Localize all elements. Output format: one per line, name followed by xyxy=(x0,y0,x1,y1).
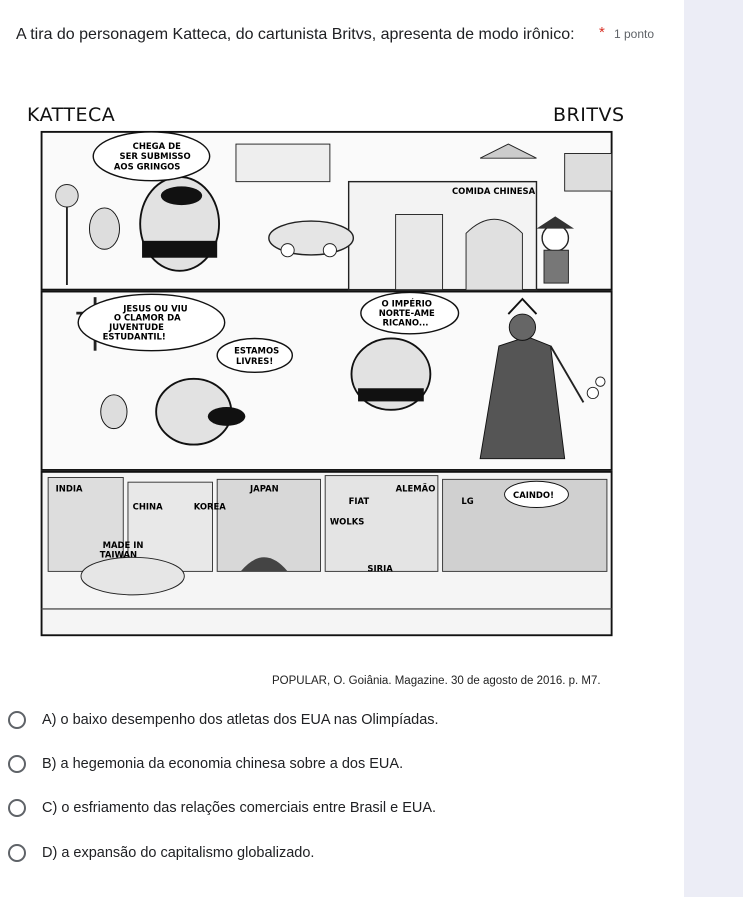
right-side-panel xyxy=(684,0,743,897)
panel3-label-japan: JAPAN xyxy=(250,483,279,494)
panel3-label-wolks: WOLKS xyxy=(329,516,365,527)
comic-caption: POPULAR, O. Goiânia. Magazine. 30 de agosto de 2016. p. M7. xyxy=(272,675,601,687)
option-a-label: A) o baixo desempenho dos atletas dos EUA nas Olimpíadas. xyxy=(42,712,439,728)
radio-d[interactable] xyxy=(8,844,26,862)
panel2-left-line1: JESUS OU VIU xyxy=(123,303,188,314)
comic-author-right: BRITVS xyxy=(553,104,625,126)
panel2-right-line3: RICANO... xyxy=(382,317,429,328)
panel1-sign: COMIDA CHINESA xyxy=(451,185,536,196)
option-b[interactable] xyxy=(8,751,403,777)
panel3-label-alemao: ALEMÃO xyxy=(395,483,436,494)
required-asterisk: * xyxy=(599,24,605,41)
panel1-speech-line1: CHEGA DE xyxy=(132,140,181,151)
comic-panel-1 xyxy=(42,132,612,290)
panel2-left-line4: ESTUDANTIL! xyxy=(102,331,166,342)
panel3-label-lg: LG xyxy=(461,495,474,506)
radio-c[interactable] xyxy=(8,799,26,817)
radio-b[interactable] xyxy=(8,755,26,773)
option-c-label: C) o esfriamento das relações comerciais entre Brasil e EUA. xyxy=(42,800,437,816)
option-d[interactable] xyxy=(8,840,314,866)
comic-strip-image xyxy=(20,130,636,670)
option-a[interactable] xyxy=(8,707,439,733)
question-title: A tira do personagem Katteca, do cartunista Britvs, apresenta de modo irônico: xyxy=(16,26,575,43)
panel2-left-line2: O CLAMOR DA xyxy=(113,312,181,323)
panel1-speech-line3: AOS GRINGOS xyxy=(113,161,181,172)
panel2-left-line3: JUVENTUDE xyxy=(109,322,164,333)
panel3-label-madein: MADE IN xyxy=(102,539,144,550)
panel3-label-caindo: CAINDO! xyxy=(513,490,554,501)
panel3-label-siria: SIRIA xyxy=(367,563,393,574)
radio-a[interactable] xyxy=(8,711,26,729)
option-c[interactable] xyxy=(8,795,436,821)
panel3-label-india: INDIA xyxy=(55,483,83,494)
panel3-label-korea: KOREA xyxy=(193,501,226,512)
panel3-label-china: CHINA xyxy=(132,501,163,512)
panel2-right-line1: O IMPÉRIO xyxy=(381,298,432,309)
comic-title-left: KATTECA xyxy=(27,104,116,126)
panel2-right-line2: NORTE-AME xyxy=(378,307,435,318)
comic-panel-2 xyxy=(42,292,612,470)
panel2-center-line2: LIVRES! xyxy=(235,355,274,366)
option-b-label: B) a hegemonia da economia chinesa sobre a dos EUA. xyxy=(42,756,404,772)
panel1-speech-line2: SER SUBMISSO xyxy=(119,151,191,162)
panel3-label-fiat: FIAT xyxy=(348,495,370,506)
comic-panel-3 xyxy=(42,472,612,635)
option-d-label: D) a expansão do capitalismo globalizado. xyxy=(42,845,315,861)
panel2-center-line1: ESTAMOS xyxy=(234,345,280,356)
panel3-label-taiwan: TAIWAN xyxy=(99,549,138,560)
points-label: 1 ponto xyxy=(614,27,655,41)
